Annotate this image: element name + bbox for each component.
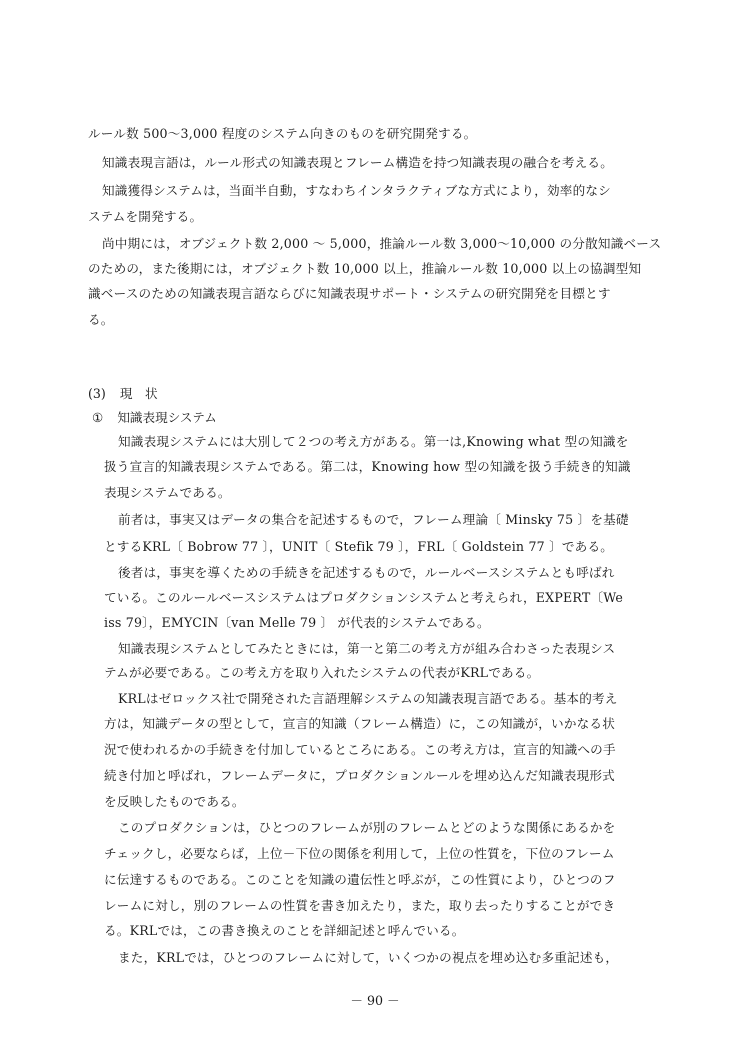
text-line: のための，また後期には，オブジェクト数 10,000 以上，推論ルール数 10,000 以上の協調型知 [88, 261, 642, 276]
section-title: 現 状 [119, 386, 158, 401]
page-number: － 90 － [350, 993, 400, 1008]
text-line: チェックし，必要ならば，上位－下位の関係を利用して，上位の性質を，下位のフレーム [104, 846, 615, 861]
text-line: る。 [88, 312, 114, 327]
text-line: 識ベースのための知識表現言語ならびに知識表現サポート・システムの研究開発を目標とす [88, 286, 611, 301]
section-heading [88, 386, 158, 402]
text-line: このプロダクションは，ひとつのフレームが別のフレームとどのような関係にあるかを [118, 820, 616, 835]
text-line: 況で使われるかの手続きを付加しているところにある。この考え方は，宣言的知識への手 [104, 742, 616, 757]
text-line: を反映したものである。 [104, 794, 245, 809]
text-line: また，KRLでは，ひとつのフレームに対して，いくつかの視点を埋め込む多重記述も， [118, 950, 619, 965]
text-line: 続き付加と呼ばれ，フレームデータに，プロダクションルールを埋め込んだ知識表現形式 [104, 768, 615, 783]
text-line: ステムを開発する。 [88, 209, 203, 224]
text-line: ている。このルールベースシステムはプロダクションシステムと考えられ，EXPERT〔We [104, 590, 624, 605]
text-line: 扱う宣言的知識表現システムである。第二は，Knowing how 型の知識を扱う手続き的知識 [104, 459, 631, 474]
text-line: 表現システムである。 [104, 485, 231, 500]
text-line: る。KRLでは，この書き換えのことを詳細記述と呼んでいる。 [104, 923, 465, 938]
text-line: 知識表現言語は，ルール形式の知識表現とフレーム構造を持つ知識表現の融合を考える。 [102, 155, 613, 170]
text-line: iss 79〕，EMYCIN〔van Melle 79 〕 が代表的システムである。 [104, 615, 490, 630]
text-line: とするKRL〔 Bobrow 77 〕，UNIT〔 Stefik 79 〕，FRL〔 Goldstein 77 〕である。 [104, 539, 614, 554]
text-line: 知識表現システムとしてみたときには，第一と第二の考え方が組み合わさった表現シス [118, 641, 616, 656]
text-line: 尚中期には，オブジェクト数 2,000 〜 5,000，推論ルール数 3,000〜10,000 の分散知識ベース [102, 236, 662, 251]
text-line: ルール数 500〜3,000 程度のシステム向きのものを研究開発する。 [88, 126, 477, 141]
text-line: レームに対し，別のフレームの性質を書き加えたり，また，取り去ったりすることができ [104, 898, 616, 913]
text-line: KRLはゼロックス社で開発された言語理解システムの知識表現言語である。基本的考え [118, 691, 618, 706]
text-line: 前者は，事実又はデータの集合を記述するもので，フレーム理論〔 Minsky 75 〕を基礎 [118, 512, 629, 527]
subsection-number: ① [92, 410, 104, 425]
subsection-heading [92, 410, 217, 426]
section-number: (3) [88, 386, 106, 401]
text-line: 知識獲得システムは，当面半自動，すなわちインタラクティブな方式により，効率的なシ [102, 183, 611, 198]
text-line: 方は，知識データの型として，宣言的知識（フレーム構造）に，この知識が，いかなる状 [104, 716, 615, 731]
text-line: テムが必要である。この考え方を取り入れたシステムの代表がKRLである。 [104, 665, 540, 680]
subsection-title: 知識表現システム [117, 410, 217, 425]
text-line: 知識表現システムには大別して２つの考え方がある。第一は,Knowing what 型の知識を [118, 434, 629, 449]
text-line: に伝達するものである。このことを知識の遺伝性と呼ぶが，この性質により，ひとつのフ [104, 872, 616, 887]
text-line: 後者は，事実を導くための手続きを記述するもので，ルールベースシステムとも呼ばれ [118, 565, 615, 580]
